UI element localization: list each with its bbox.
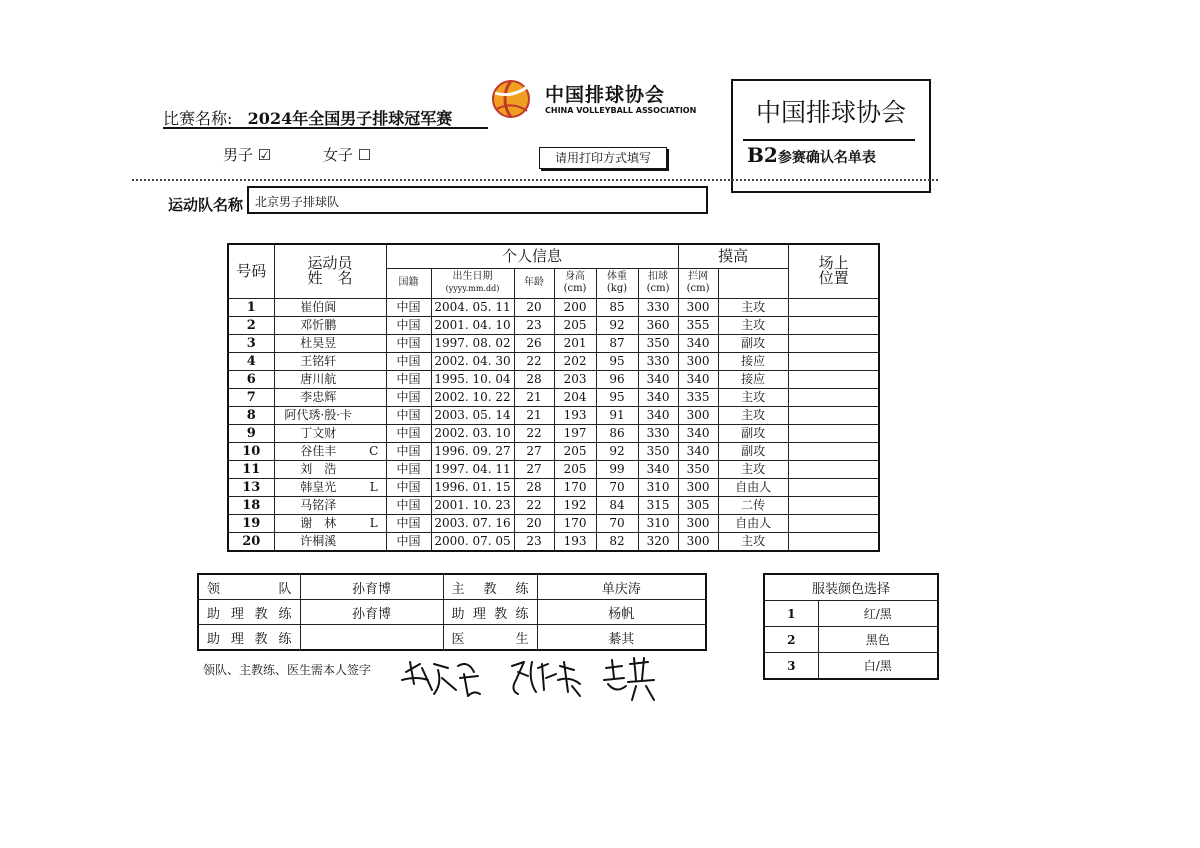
player-spike-reach: 330 (638, 352, 678, 370)
roster-row (228, 460, 879, 478)
col-block-unit: (cm) (686, 283, 710, 294)
player-height: 170 (554, 478, 596, 496)
player-role-mark (362, 298, 386, 316)
player-nationality: 中国 (386, 352, 431, 370)
player-block-reach: 340 (678, 442, 718, 460)
gender-female-label: 女子 (323, 146, 354, 164)
uniform-option-color: 红/黑 (818, 601, 938, 627)
player-age: 22 (514, 352, 554, 370)
roster-body (228, 298, 879, 551)
player-remarks (788, 388, 879, 406)
player-name: 韩皇光 (274, 478, 362, 496)
roster-row (228, 496, 879, 514)
player-weight: 92 (596, 316, 638, 334)
assistant-coach-2-label: 助理教练 (443, 600, 537, 625)
col-personal-info-header: 个人信息 (386, 244, 678, 268)
player-remarks (788, 514, 879, 532)
player-number: 9 (228, 424, 274, 442)
gender-female-checkbox[interactable]: ☐ (357, 146, 372, 164)
player-nationality: 中国 (386, 388, 431, 406)
col-name-header (274, 244, 386, 298)
signature-note: 领队、主教练、医生需本人签字 (203, 663, 372, 677)
logo-cn-text: 中国排球协会 (545, 84, 666, 106)
player-nationality: 中国 (386, 334, 431, 352)
player-position: 副攻 (718, 442, 788, 460)
assistant-coach-3-label: 助理教练 (198, 625, 300, 651)
player-role-mark (362, 370, 386, 388)
form-title-box (731, 79, 931, 193)
player-block-reach: 300 (678, 298, 718, 316)
player-role-mark (362, 424, 386, 442)
player-nationality: 中国 (386, 532, 431, 551)
player-age: 22 (514, 424, 554, 442)
logo-en-text: CHINA VOLLEYBALL ASSOCIATION (545, 106, 697, 115)
player-role-mark (362, 316, 386, 334)
signature-doctor (604, 658, 654, 700)
player-age: 26 (514, 334, 554, 352)
roster-row (228, 514, 879, 532)
player-block-reach: 350 (678, 460, 718, 478)
player-name: 李忠辉 (274, 388, 362, 406)
player-block-reach: 300 (678, 406, 718, 424)
col-spike-unit: (cm) (646, 283, 670, 294)
player-role-mark: L (362, 514, 386, 532)
staff-table (197, 573, 707, 651)
player-spike-reach: 310 (638, 478, 678, 496)
col-number-header: 号码 (228, 244, 274, 298)
roster-row (228, 478, 879, 496)
col-birth-format: (yyyy.mm.dd) (445, 284, 500, 293)
player-nationality: 中国 (386, 406, 431, 424)
match-name: 2024年全国男子排球冠军赛 (247, 109, 453, 128)
signature-head-coach (402, 662, 480, 696)
player-block-reach: 335 (678, 388, 718, 406)
player-name: 谢 林 (274, 514, 362, 532)
player-nationality: 中国 (386, 424, 431, 442)
col-reach-header: 摸高 (678, 244, 788, 268)
player-spike-reach: 340 (638, 388, 678, 406)
player-position: 副攻 (718, 334, 788, 352)
player-name: 唐川航 (274, 370, 362, 388)
player-height: 193 (554, 532, 596, 551)
col-athlete-label: 运动员 (307, 254, 353, 273)
player-role-mark (362, 352, 386, 370)
col-birth-header (431, 268, 514, 298)
roster-row (228, 370, 879, 388)
player-spike-reach: 330 (638, 298, 678, 316)
player-birth-date: 1997. 08. 02 (431, 334, 514, 352)
player-birth-date: 2002. 04. 30 (431, 352, 514, 370)
player-age: 21 (514, 406, 554, 424)
player-number: 19 (228, 514, 274, 532)
player-role-mark (362, 334, 386, 352)
player-nationality: 中国 (386, 460, 431, 478)
player-nationality: 中国 (386, 316, 431, 334)
player-spike-reach: 330 (638, 424, 678, 442)
roster-row (228, 532, 879, 551)
player-name: 阿代琇·殷·卡 (274, 406, 362, 424)
gender-male-label: 男子 (223, 146, 254, 164)
player-height: 170 (554, 514, 596, 532)
player-block-reach: 340 (678, 424, 718, 442)
form-subtitle: 参赛确认名单表 (777, 150, 876, 166)
player-age: 22 (514, 496, 554, 514)
player-remarks (788, 460, 879, 478)
player-spike-reach: 350 (638, 442, 678, 460)
player-age: 27 (514, 460, 554, 478)
player-number: 20 (228, 532, 274, 551)
col-weight-unit: (kg) (606, 283, 628, 294)
gender-male-checkbox[interactable]: ☑ (257, 146, 272, 164)
col-height-unit: (cm) (563, 283, 587, 294)
player-position: 主攻 (718, 406, 788, 424)
player-name: 王铭轩 (274, 352, 362, 370)
col-height-label: 身高 (565, 271, 586, 282)
player-weight: 96 (596, 370, 638, 388)
player-role-mark (362, 460, 386, 478)
col-position-header (788, 244, 879, 298)
uniform-color-table (763, 573, 939, 680)
player-number: 6 (228, 370, 274, 388)
player-spike-reach: 340 (638, 370, 678, 388)
player-height: 203 (554, 370, 596, 388)
volleyball-logo-icon (491, 79, 531, 119)
player-spike-reach: 315 (638, 496, 678, 514)
player-weight: 87 (596, 334, 638, 352)
leader-label: 领队 (198, 574, 300, 600)
player-age: 21 (514, 388, 554, 406)
team-name-label: 运动队名称 (168, 196, 244, 214)
col-spike-header (638, 268, 678, 298)
player-number: 3 (228, 334, 274, 352)
player-birth-date: 2004. 05. 11 (431, 298, 514, 316)
player-spike-reach: 340 (638, 406, 678, 424)
player-height: 193 (554, 406, 596, 424)
player-weight: 91 (596, 406, 638, 424)
roster-row (228, 298, 879, 316)
player-block-reach: 300 (678, 478, 718, 496)
head-coach-label: 主教练 (443, 574, 537, 600)
team-name-field[interactable]: 北京男子排球队 (247, 186, 708, 214)
player-spike-reach: 310 (638, 514, 678, 532)
uniform-option-color: 黑色 (818, 627, 938, 653)
player-position: 主攻 (718, 388, 788, 406)
player-block-reach: 355 (678, 316, 718, 334)
player-remarks (788, 532, 879, 551)
player-age: 23 (514, 532, 554, 551)
player-remarks (788, 370, 879, 388)
player-remarks (788, 478, 879, 496)
player-remarks (788, 352, 879, 370)
player-position: 自由人 (718, 478, 788, 496)
player-role-mark (362, 496, 386, 514)
player-height: 200 (554, 298, 596, 316)
player-weight: 95 (596, 388, 638, 406)
player-position: 自由人 (718, 514, 788, 532)
player-age: 28 (514, 370, 554, 388)
player-nationality: 中国 (386, 370, 431, 388)
player-height: 205 (554, 460, 596, 478)
player-nationality: 中国 (386, 478, 431, 496)
player-name: 马铭泽 (274, 496, 362, 514)
player-height: 202 (554, 352, 596, 370)
player-age: 23 (514, 316, 554, 334)
roster-row (228, 424, 879, 442)
player-birth-date: 2002. 10. 22 (431, 388, 514, 406)
roster-row (228, 406, 879, 424)
player-birth-date: 2003. 07. 16 (431, 514, 514, 532)
player-name: 杜昊昱 (274, 334, 362, 352)
player-remarks (788, 442, 879, 460)
player-role-mark: C (362, 442, 386, 460)
title-rule (743, 139, 915, 141)
match-underline (163, 127, 488, 129)
uniform-option-row[interactable] (764, 601, 938, 627)
player-number: 2 (228, 316, 274, 334)
player-remarks (788, 316, 879, 334)
form-code: B2 (747, 143, 778, 167)
col-nationality-header: 国籍 (386, 268, 431, 298)
player-age: 27 (514, 442, 554, 460)
player-role-mark (362, 388, 386, 406)
player-name: 刘 浩 (274, 460, 362, 478)
uniform-option-index: 3 (764, 653, 818, 680)
player-position: 主攻 (718, 298, 788, 316)
uniform-option-index: 1 (764, 601, 818, 627)
player-name: 邓忻鹏 (274, 316, 362, 334)
player-number: 8 (228, 406, 274, 424)
player-position: 二传 (718, 496, 788, 514)
player-birth-date: 2003. 05. 14 (431, 406, 514, 424)
col-spike-label: 扣球 (648, 271, 669, 282)
player-spike-reach: 320 (638, 532, 678, 551)
col-weight-header (596, 268, 638, 298)
uniform-option-color: 白/黑 (818, 653, 938, 680)
player-remarks (788, 424, 879, 442)
roster-table (227, 243, 880, 552)
player-remarks (788, 298, 879, 316)
player-name: 丁文财 (274, 424, 362, 442)
player-birth-date: 1996. 01. 15 (431, 478, 514, 496)
player-spike-reach: 350 (638, 334, 678, 352)
player-remarks (788, 406, 879, 424)
col-weight-label: 体重 (607, 271, 628, 282)
player-number: 4 (228, 352, 274, 370)
col-block-header (678, 268, 718, 298)
player-height: 205 (554, 316, 596, 334)
handwritten-signatures (398, 650, 698, 710)
form-title-sub (747, 143, 876, 167)
player-block-reach: 305 (678, 496, 718, 514)
player-name: 许桐溪 (274, 532, 362, 551)
assistant-coach-2-value[interactable]: 杨帆 (537, 600, 706, 625)
player-nationality: 中国 (386, 442, 431, 460)
player-role-mark (362, 532, 386, 551)
roster-row (228, 442, 879, 460)
player-block-reach: 340 (678, 334, 718, 352)
player-remarks (788, 334, 879, 352)
player-remarks (788, 496, 879, 514)
player-spike-reach: 360 (638, 316, 678, 334)
doctor-value[interactable]: 綦其 (537, 625, 706, 651)
player-position: 主攻 (718, 316, 788, 334)
player-name: 谷佳丰 (274, 442, 362, 460)
roster-row (228, 388, 879, 406)
col-height-header (554, 268, 596, 298)
player-nationality: 中国 (386, 298, 431, 316)
player-height: 205 (554, 442, 596, 460)
player-block-reach: 300 (678, 352, 718, 370)
player-weight: 82 (596, 532, 638, 551)
player-spike-reach: 340 (638, 460, 678, 478)
player-weight: 85 (596, 298, 638, 316)
player-birth-date: 2000. 07. 05 (431, 532, 514, 551)
uniform-option-row[interactable] (764, 653, 938, 680)
roster-row (228, 352, 879, 370)
leader-value[interactable]: 孙育博 (300, 574, 443, 600)
col-birth-label: 出生日期 (452, 271, 493, 282)
uniform-color-title: 服装颜色选择 (764, 574, 938, 601)
player-weight: 92 (596, 442, 638, 460)
player-number: 1 (228, 298, 274, 316)
assistant-coach-1-label: 助理教练 (198, 600, 300, 625)
match-name-label (163, 106, 452, 129)
player-position: 接应 (718, 370, 788, 388)
roster-row (228, 316, 879, 334)
player-block-reach: 300 (678, 532, 718, 551)
player-weight: 84 (596, 496, 638, 514)
player-height: 204 (554, 388, 596, 406)
doctor-label: 医生 (443, 625, 537, 651)
col-age-header: 年龄 (514, 268, 554, 298)
roster-row (228, 334, 879, 352)
player-nationality: 中国 (386, 514, 431, 532)
player-birth-date: 1996. 09. 27 (431, 442, 514, 460)
player-birth-date: 1995. 10. 04 (431, 370, 514, 388)
player-birth-date: 2002. 03. 10 (431, 424, 514, 442)
player-birth-date: 2001. 04. 10 (431, 316, 514, 334)
gender-male-option[interactable] (223, 144, 271, 165)
gender-female-option[interactable] (323, 144, 371, 165)
col-block-label: 拦网 (688, 271, 709, 282)
player-name: 崔伯阆 (274, 298, 362, 316)
player-age: 20 (514, 514, 554, 532)
assistant-coach-3-value[interactable] (300, 625, 443, 651)
player-number: 13 (228, 478, 274, 496)
match-label-text: 比赛名称: (163, 109, 233, 128)
dotted-divider (132, 179, 938, 181)
col-name-label: 姓 名 (307, 269, 353, 288)
print-note: 请用打印方式填写 (539, 147, 667, 169)
player-height: 192 (554, 496, 596, 514)
player-birth-date: 1997. 04. 11 (431, 460, 514, 478)
player-position: 主攻 (718, 460, 788, 478)
player-weight: 70 (596, 514, 638, 532)
player-weight: 99 (596, 460, 638, 478)
player-age: 20 (514, 298, 554, 316)
player-weight: 95 (596, 352, 638, 370)
player-weight: 86 (596, 424, 638, 442)
player-height: 201 (554, 334, 596, 352)
player-nationality: 中国 (386, 496, 431, 514)
uniform-option-index: 2 (764, 627, 818, 653)
assistant-coach-1-value[interactable]: 孙育博 (300, 600, 443, 625)
player-height: 197 (554, 424, 596, 442)
player-role-mark: L (362, 478, 386, 496)
player-number: 7 (228, 388, 274, 406)
player-block-reach: 300 (678, 514, 718, 532)
player-role-mark (362, 406, 386, 424)
form-title-main: 中国排球协会 (755, 98, 906, 127)
signature-leader (512, 662, 580, 696)
player-position: 接应 (718, 352, 788, 370)
player-position: 副攻 (718, 424, 788, 442)
player-age: 28 (514, 478, 554, 496)
col-position-label1: 场上 (818, 254, 849, 273)
player-birth-date: 2001. 10. 23 (431, 496, 514, 514)
player-weight: 70 (596, 478, 638, 496)
player-number: 11 (228, 460, 274, 478)
player-number: 10 (228, 442, 274, 460)
head-coach-value[interactable]: 单庆涛 (537, 574, 706, 600)
player-position: 主攻 (718, 532, 788, 551)
player-block-reach: 340 (678, 370, 718, 388)
player-number: 18 (228, 496, 274, 514)
uniform-option-row[interactable] (764, 627, 938, 653)
col-position-label2: 位置 (818, 269, 849, 288)
